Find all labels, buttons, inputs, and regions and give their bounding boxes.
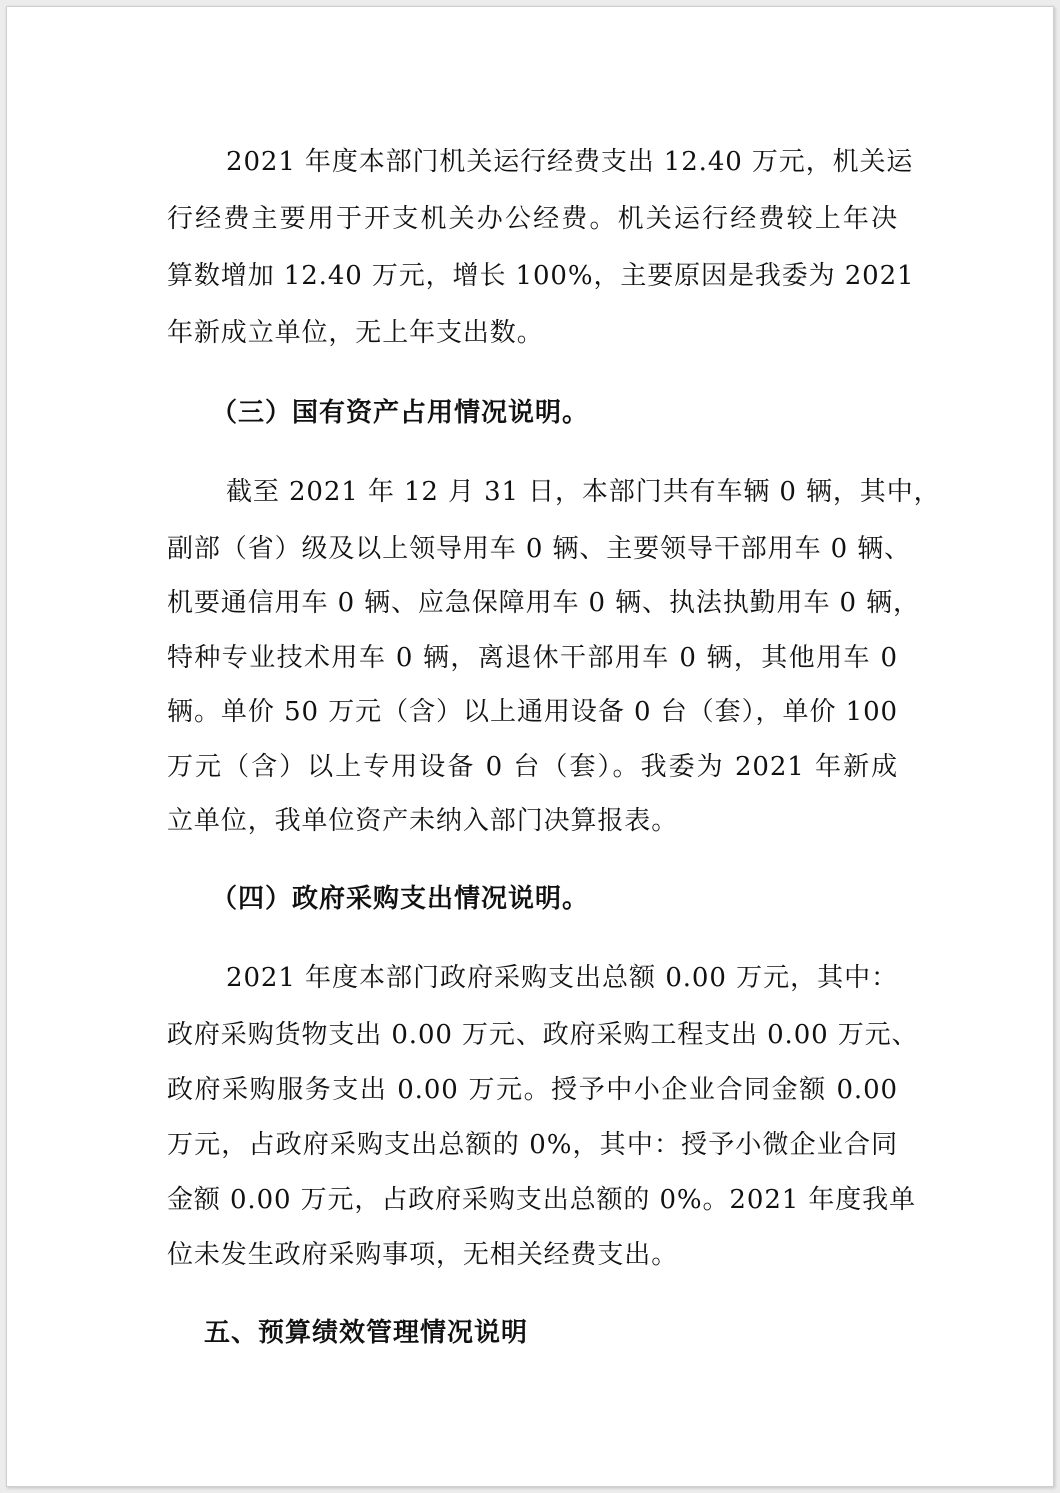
paragraph-line: 政府采购货物支出 0.00 万元、政府采购工程支出 0.00 万元、	[167, 1020, 919, 1050]
paragraph-line: 万元，占政府采购支出总额的 0%，其中：授予小微企业合同	[167, 1130, 898, 1160]
paragraph-line: 金额 0.00 万元，占政府采购支出总额的 0%。2021 年度我单	[167, 1185, 916, 1215]
document-page	[6, 6, 1054, 1487]
paragraph-line: 机要通信用车 0 辆、应急保障用车 0 辆、执法执勤用车 0 辆，	[167, 588, 920, 618]
paragraph-line: 副部（省）级及以上领导用车 0 辆、主要领导干部用车 0 辆、	[167, 534, 912, 564]
paragraph-line: 立单位，我单位资产未纳入部门决算报表。	[167, 806, 679, 836]
paragraph-line: 万元（含）以上专用设备 0 台（套）。我委为 2021 年新成	[167, 752, 898, 782]
section-heading-4: （四）政府采购支出情况说明。	[211, 884, 590, 914]
paragraph-line: 政府采购服务支出 0.00 万元。授予中小企业合同金额 0.00	[167, 1075, 898, 1105]
section-heading-5: 五、预算绩效管理情况说明	[204, 1318, 529, 1348]
section-heading-3: （三）国有资产占用情况说明。	[211, 398, 590, 428]
paragraph-line: 2021 年度本部门政府采购支出总额 0.00 万元，其中：	[226, 963, 898, 993]
paragraph-line: 辆。单价 50 万元（含）以上通用设备 0 台（套），单价 100	[167, 697, 898, 727]
paragraph-line: 截至 2021 年 12 月 31 日，本部门共有车辆 0 辆，其中，	[226, 477, 941, 507]
paragraph-line: 算数增加 12.40 万元，增长 100%，主要原因是我委为 2021	[167, 261, 915, 291]
paragraph-line: 年新成立单位，无上年支出数。	[167, 318, 544, 348]
paragraph-line: 特种专业技术用车 0 辆，离退休干部用车 0 辆，其他用车 0	[167, 643, 898, 673]
paragraph-line: 2021 年度本部门机关运行经费支出 12.40 万元，机关运	[226, 147, 914, 177]
paragraph-line: 行经费主要用于开支机关办公经费。机关运行经费较上年决	[167, 204, 898, 234]
paragraph-line: 位未发生政府采购事项，无相关经费支出。	[167, 1240, 679, 1270]
